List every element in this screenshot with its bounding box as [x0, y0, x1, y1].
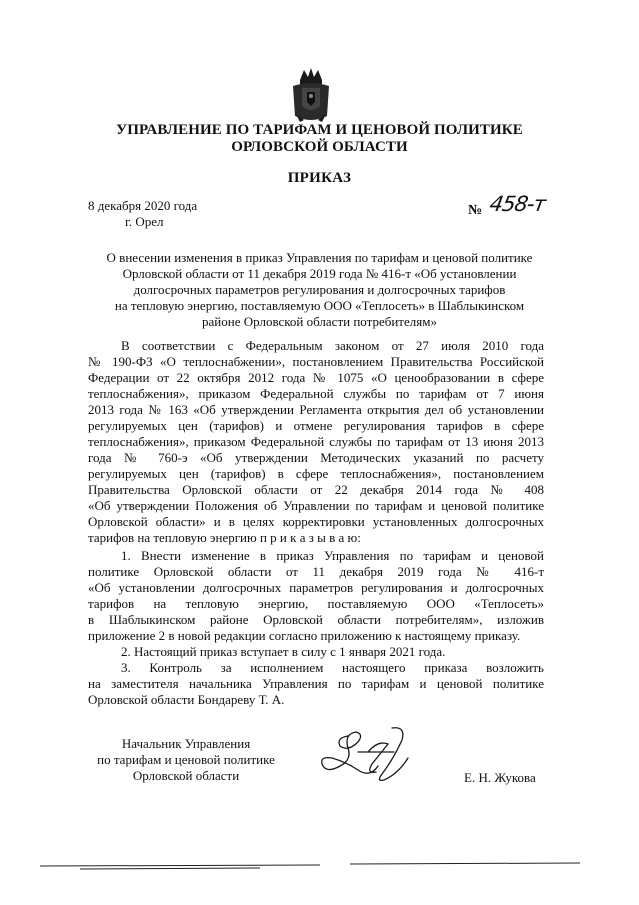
agency-title-line1: УПРАВЛЕНИЕ ПО ТАРИФАМ И ЦЕНОВОЙ ПОЛИТИКЕ	[116, 122, 523, 138]
preamble-line: тарифов на тепловую энергию п р и к а з ы в а ю:	[88, 530, 361, 545]
preamble-line: года № 760-э «Об утверждении Методических указаний по расчету	[88, 450, 544, 465]
preamble-line: В соответствии с Федеральным законом от 27 июля 2010 года	[121, 338, 544, 353]
signer-title-line: Орловской области	[132, 768, 240, 783]
order-item-3	[88, 660, 544, 708]
agency-title-line2: ОРЛОВСКОЙ ОБЛАСТИ	[231, 139, 408, 155]
orel-coat-of-arms-icon	[290, 66, 332, 124]
order-subject	[0, 250, 639, 330]
signer-name: Е. Н. Жукова	[464, 770, 536, 785]
subject-line: районе Орловской области потребителям»	[202, 314, 437, 329]
bottom-divider	[20, 860, 600, 872]
preamble-line: Орловской области» и в целях корректировки установленных долгосрочных	[88, 514, 544, 529]
handwritten-signature-icon	[318, 722, 428, 786]
document-type-title: ПРИКАЗ	[287, 170, 352, 186]
item-3-line: Орловской области Бондареву Т. А.	[88, 692, 285, 707]
order-city: г. Орел	[125, 214, 164, 229]
preamble-line: теплоснабжения», приказом Федеральной службы по тарифам от 7 июня	[88, 386, 544, 401]
signer-title	[86, 736, 286, 784]
order-number-handwritten: 458-т	[487, 192, 548, 216]
item-3-line: 3. Контроль за исполнением настоящего приказа возложить	[121, 660, 544, 675]
preamble-line: Федерации от 22 октября 2012 года № 1075 «О ценообразовании в сфере	[88, 370, 544, 385]
subject-line: Орловской области от 11 декабря 2019 года № 416-т «Об установлении	[122, 266, 517, 281]
preamble-line: 2013 года № 163 «Об утверждении Регламента открытия дел об установлении	[88, 402, 544, 417]
preamble-line: теплоснабжения», приказом Федеральной службы по тарифам от 13 июня 2013	[88, 434, 544, 449]
order-item-2	[88, 644, 544, 660]
preamble-line: регулируемых цен (тарифов) в сфере теплоснабжения», постановлением	[88, 466, 544, 481]
item-1-line: «Об установлении долгосрочных параметров регулирования и долгосрочных	[88, 580, 544, 595]
order-number-sign: №	[468, 203, 483, 218]
signer-title-line: Начальник Управления	[121, 736, 251, 751]
preamble-line: Правительства Орловской области от 22 декабря 2014 года № 408	[88, 482, 544, 497]
item-1-line: 1. Внести изменение в приказ Управления по тарифам и ценовой	[121, 548, 544, 563]
preamble-paragraph	[88, 338, 544, 546]
order-date: 8 декабря 2020 года	[88, 198, 198, 213]
item-1-line: в Шаблыкинском районе Орловской области потребителям», изложив	[88, 612, 544, 627]
order-item-1	[88, 548, 544, 644]
item-3-line: на заместителя начальника Управления по тарифам и ценовой политике	[88, 676, 544, 691]
subject-line: О внесении изменения в приказ Управления по тарифам и ценовой политике	[106, 250, 533, 265]
agency-title	[0, 122, 639, 156]
signer-title-line: по тарифам и ценовой политике	[97, 752, 275, 767]
subject-line: на тепловую энергию, поставляемую ООО «Теплосеть» в Шаблыкинском	[114, 298, 525, 313]
preamble-line: № 190-ФЗ «О теплоснабжении», постановлением Правительства Российской	[88, 354, 544, 369]
preamble-line: «Об утверждении Положения об Управлении по тарифам и ценовой политике	[88, 498, 544, 513]
item-2-line: 2. Настоящий приказ вступает в силу с 1 января 2021 года.	[121, 644, 446, 659]
item-1-line: тарифов на тепловую энергию, поставляемую ООО «Теплосеть»	[88, 596, 544, 611]
item-1-line: приложение 2 в новой редакции согласно приложению к настоящему приказу.	[88, 628, 521, 643]
item-1-line: политике Орловской области от 11 декабря 2019 года № 416-т	[88, 564, 544, 579]
preamble-line: регулируемых цен (тарифов) и отмене регулирования тарифов в сфере	[88, 418, 544, 433]
subject-line: долгосрочных параметров регулирования и долгосрочных тарифов	[133, 282, 506, 297]
